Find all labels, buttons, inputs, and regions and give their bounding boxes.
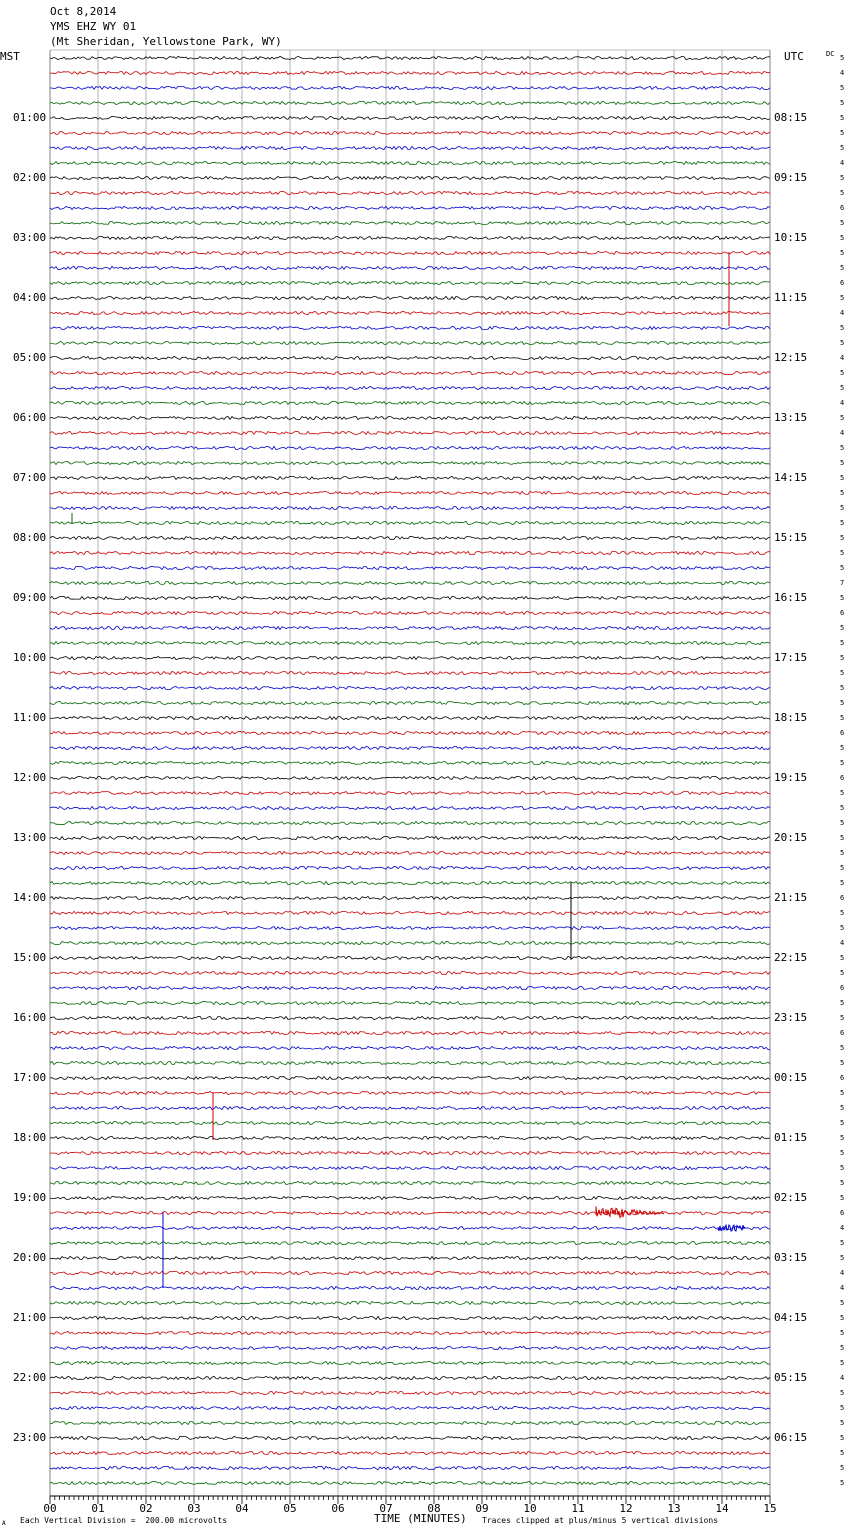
utc-hour-label: 23:15 [774, 1011, 808, 1024]
dc-offset-value: 5 [840, 369, 845, 377]
dc-offset-value: 6 [840, 984, 845, 992]
dc-offset-value: 5 [840, 1359, 845, 1367]
dc-offset-value: 5 [840, 264, 845, 272]
dc-offset-value: 6 [840, 1209, 845, 1217]
trace-line [50, 911, 770, 914]
mst-hour-label: 07:00 [13, 471, 47, 484]
trace-line [50, 1391, 770, 1394]
minute-tick-label: 15 [763, 1502, 777, 1515]
trace-line [50, 131, 770, 134]
dc-offset-value: 5 [840, 699, 845, 707]
trace-line [50, 191, 770, 194]
trace-line [50, 956, 770, 959]
clip-note: Traces clipped at plus/minus 5 vertical divisions [482, 1516, 719, 1525]
dc-offset-value: 5 [840, 84, 845, 92]
trace-line [50, 491, 770, 494]
dc-offset-value: 5 [840, 294, 845, 302]
minute-tick-label: 13 [667, 1502, 681, 1515]
dc-offset-value: 5 [840, 474, 845, 482]
trace-line [50, 657, 770, 660]
trace-line [50, 1166, 770, 1169]
utc-hour-label: 16:15 [774, 591, 808, 604]
dc-offset-value: 5 [840, 1434, 845, 1442]
dc-offset-value: 5 [840, 534, 845, 542]
trace-line [50, 521, 770, 524]
dc-offset-value: 7 [840, 579, 845, 587]
mst-axis-title: MST [0, 50, 20, 63]
mst-hour-label: 19:00 [13, 1191, 47, 1204]
dc-offset-value: 5 [840, 324, 845, 332]
trace-line [50, 941, 770, 944]
trace-line [50, 1031, 770, 1034]
dc-offset-value: 5 [840, 384, 845, 392]
trace-line [50, 746, 770, 749]
dc-offset-value: 4 [840, 159, 845, 167]
utc-hour-label: 05:15 [774, 1371, 808, 1384]
dc-offset-value: 5 [840, 504, 845, 512]
minute-tick-label: 05 [283, 1502, 297, 1515]
utc-hour-label: 11:15 [774, 291, 808, 304]
utc-hour-label: 00:15 [774, 1071, 808, 1084]
dc-offset-value: 5 [840, 1059, 845, 1067]
trace-line [50, 236, 770, 239]
dc-offset-value: 4 [840, 1374, 845, 1382]
dc-offset-value: 5 [840, 1479, 845, 1487]
mst-hour-label: 08:00 [13, 531, 47, 544]
mst-hour-label: 09:00 [13, 591, 47, 604]
trace-line [50, 776, 770, 779]
trace-line [50, 1136, 770, 1139]
dc-offset-value: 5 [840, 549, 845, 557]
utc-hour-label: 15:15 [774, 531, 808, 544]
utc-hour-label: 01:15 [774, 1131, 808, 1144]
dc-offset-value: 5 [840, 189, 845, 197]
trace-line [50, 851, 770, 854]
trace-line [50, 1406, 770, 1409]
dc-offset-value: 5 [840, 909, 845, 917]
dc-offset-value: 5 [840, 129, 845, 137]
mst-hour-label: 18:00 [13, 1131, 47, 1144]
dc-offset-value: 5 [840, 489, 845, 497]
dc-offset-value: 5 [840, 834, 845, 842]
trace-line [50, 146, 770, 149]
dc-offset-value: 4 [840, 399, 845, 407]
trace-line [50, 176, 770, 179]
trace-line [50, 551, 770, 554]
dc-offset-value: 5 [840, 99, 845, 107]
dc-offset-value: 5 [840, 1329, 845, 1337]
utc-hour-label: 14:15 [774, 471, 808, 484]
trace-line [50, 986, 770, 989]
mst-hour-label: 16:00 [13, 1011, 47, 1024]
dc-offset-value: 5 [840, 864, 845, 872]
minute-tick-label: 10 [523, 1502, 537, 1515]
dc-offset-value: 5 [840, 1149, 845, 1157]
trace-line [50, 341, 770, 344]
trace-line [50, 806, 770, 809]
trace-line [50, 641, 770, 644]
mst-hour-label: 15:00 [13, 951, 47, 964]
trace-line [50, 1346, 770, 1349]
utc-hour-label: 03:15 [774, 1251, 808, 1264]
dc-offset-value: 5 [840, 234, 845, 242]
dc-offset-value: 5 [840, 1089, 845, 1097]
mst-hour-label: 17:00 [13, 1071, 47, 1084]
dc-offset-value: 5 [840, 804, 845, 812]
dc-offset-value: 5 [840, 54, 845, 62]
minute-tick-label: 07 [379, 1502, 393, 1515]
trace-line [50, 1241, 770, 1244]
dc-offset-value: 5 [840, 1254, 845, 1262]
dc-offset-value: 6 [840, 204, 845, 212]
trace-line [50, 881, 770, 884]
dc-offset-value: 5 [840, 669, 845, 677]
dc-offset-value: 4 [840, 939, 845, 947]
trace-line [50, 431, 770, 434]
dc-offset-value: 5 [840, 759, 845, 767]
dc-offset-value: 5 [840, 1014, 845, 1022]
dc-offset-value: 4 [840, 1284, 845, 1292]
event-burst [596, 1206, 664, 1217]
utc-axis-title: UTC [784, 50, 804, 63]
dc-offset-value: 6 [840, 774, 845, 782]
dc-offset-value: 5 [840, 1314, 845, 1322]
mst-hour-label: 01:00 [13, 111, 47, 124]
trace-line [50, 1286, 770, 1289]
dc-offset-value: 5 [840, 849, 845, 857]
dc-offset-value: 5 [840, 1449, 845, 1457]
trace-line [50, 116, 770, 119]
utc-hour-label: 09:15 [774, 171, 808, 184]
mst-hour-label: 13:00 [13, 831, 47, 844]
dc-offset-value: 5 [840, 144, 845, 152]
trace-line [50, 1046, 770, 1049]
trace-line [50, 791, 770, 794]
dc-offset-value: 5 [840, 969, 845, 977]
utc-hour-label: 04:15 [774, 1311, 808, 1324]
dc-offset-value: 4 [840, 309, 845, 317]
utc-hour-label: 12:15 [774, 351, 808, 364]
dc-offset-value: 6 [840, 894, 845, 902]
dc-offset-value: 5 [840, 1389, 845, 1397]
trace-line [50, 71, 770, 74]
plot-date: Oct 8,2014 [50, 5, 117, 18]
dc-offset-value: 5 [840, 654, 845, 662]
utc-hour-label: 10:15 [774, 231, 808, 244]
minute-tick-label: 00 [43, 1502, 57, 1515]
dc-offset-value: 5 [840, 714, 845, 722]
dc-offset-value: 5 [840, 954, 845, 962]
mst-hour-label: 14:00 [13, 891, 47, 904]
trace-line [50, 1331, 770, 1334]
trace-line [50, 1376, 770, 1379]
trace-line [50, 1466, 770, 1469]
trace-line [50, 926, 770, 929]
mst-hour-label: 22:00 [13, 1371, 47, 1384]
trace-line [50, 1226, 770, 1229]
trace-line [50, 101, 770, 104]
trace-line [50, 686, 770, 689]
dc-offset-value: 6 [840, 1029, 845, 1037]
trace-line [50, 446, 770, 449]
minute-tick-label: 12 [619, 1502, 633, 1515]
dc-offset-value: 5 [840, 999, 845, 1007]
mst-hour-label: 06:00 [13, 411, 47, 424]
trace-line [50, 761, 770, 764]
dc-offset-value: 4 [840, 354, 845, 362]
trace-line [50, 1092, 770, 1095]
trace-line [50, 836, 770, 839]
mst-hour-label: 20:00 [13, 1251, 47, 1264]
dc-offset-value: 5 [840, 114, 845, 122]
trace-line [50, 1301, 770, 1304]
utc-hour-label: 06:15 [774, 1431, 808, 1444]
dc-offset-value: 5 [840, 1119, 845, 1127]
trace-line [50, 1076, 770, 1079]
trace-line [50, 821, 770, 824]
trace-line [50, 1271, 770, 1274]
dc-offset-value: 5 [840, 924, 845, 932]
minute-tick-label: 11 [571, 1502, 585, 1515]
trace-line [50, 311, 770, 314]
minute-tick-label: 01 [91, 1502, 105, 1515]
trace-line [50, 1436, 770, 1439]
minute-tick-label: 06 [331, 1502, 345, 1515]
trace-line [50, 731, 770, 734]
trace-line [50, 1181, 770, 1184]
dc-offset-value: 5 [840, 219, 845, 227]
dc-offset-value: 5 [840, 1044, 845, 1052]
trace-line [50, 1256, 770, 1259]
dc-offset-value: 6 [840, 729, 845, 737]
dc-offset-value: 5 [840, 1344, 845, 1352]
station-code: YMS EHZ WY 01 [50, 20, 137, 33]
trace-line [50, 476, 770, 479]
utc-hour-label: 17:15 [774, 651, 808, 664]
dc-offset-value: 5 [840, 564, 845, 572]
dc-offset-value: 5 [840, 1104, 845, 1112]
dc-offset-value: 5 [840, 594, 845, 602]
mst-hour-label: 10:00 [13, 651, 47, 664]
dc-offset-value: 5 [840, 414, 845, 422]
utc-hour-label: 18:15 [774, 711, 808, 724]
trace-line [50, 1361, 770, 1364]
utc-hour-label: 20:15 [774, 831, 808, 844]
dc-offset-value: 5 [840, 1464, 845, 1472]
trace-line [50, 1481, 770, 1484]
trace-line [50, 1316, 770, 1319]
dc-offset-value: 4 [840, 1269, 845, 1277]
mst-hour-label: 05:00 [13, 351, 47, 364]
minute-tick-label: 08 [427, 1502, 441, 1515]
dc-offset-value: 6 [840, 279, 845, 287]
dc-offset-value: 5 [840, 879, 845, 887]
dc-offset-value: 5 [840, 1179, 845, 1187]
dc-offset-value: 5 [840, 519, 845, 527]
time-axis-title: TIME (MINUTES) [374, 1512, 467, 1525]
trace-line [50, 401, 770, 404]
trace-line [50, 1016, 770, 1019]
trace-line [50, 86, 770, 89]
dc-offset-value: 5 [840, 1404, 845, 1412]
dc-offset-value: 5 [840, 249, 845, 257]
trace-line [50, 266, 770, 269]
mst-hour-label: 11:00 [13, 711, 47, 724]
dc-offset-value: 5 [840, 789, 845, 797]
trace-line [50, 326, 770, 329]
scale-note: Each Vertical Division = 200.00 microvolts [20, 1516, 228, 1525]
trace-line [50, 1421, 770, 1424]
dc-offset-value: 6 [840, 1074, 845, 1082]
trace-line [50, 356, 770, 359]
mst-hour-label: 02:00 [13, 171, 47, 184]
dc-offset-value: 5 [840, 444, 845, 452]
trace-line [50, 371, 770, 374]
trace-line [50, 971, 770, 974]
dc-offset-value: 4 [840, 429, 845, 437]
trace-line [50, 671, 770, 674]
trace-line [50, 1061, 770, 1064]
dc-offset-value: 5 [840, 684, 845, 692]
trace-line [50, 566, 770, 569]
trace-line [50, 1121, 770, 1124]
trace-line [50, 296, 770, 299]
utc-hour-label: 22:15 [774, 951, 808, 964]
trace-line [50, 281, 770, 284]
dc-offset-value: 5 [840, 1419, 845, 1427]
utc-hour-label: 19:15 [774, 771, 808, 784]
trace-line [50, 1106, 770, 1109]
station-location: (Mt Sheridan, Yellowstone Park, WY) [50, 35, 282, 48]
dc-offset-value: 4 [840, 1224, 845, 1232]
trace-line [50, 701, 770, 704]
trace-line [50, 716, 770, 719]
trace-line [50, 581, 770, 584]
dc-offset-value: 5 [840, 1299, 845, 1307]
trace-line [50, 896, 770, 899]
trace-line [50, 161, 770, 164]
mst-hour-label: 04:00 [13, 291, 47, 304]
trace-line [50, 461, 770, 464]
trace-line [50, 596, 770, 599]
trace-line [50, 626, 770, 629]
trace-line [50, 1451, 770, 1454]
utc-hour-label: 02:15 [774, 1191, 808, 1204]
dc-offset-value: 5 [840, 819, 845, 827]
trace-line [50, 251, 770, 254]
trace-line [50, 56, 770, 59]
mst-hour-label: 12:00 [13, 771, 47, 784]
dc-offset-value: 5 [840, 459, 845, 467]
dc-offset-value: 5 [840, 339, 845, 347]
trace-line [50, 866, 770, 869]
minute-tick-label: 03 [187, 1502, 201, 1515]
dc-label: DC [826, 50, 835, 58]
trace-line [50, 1151, 770, 1154]
utc-hour-label: 13:15 [774, 411, 808, 424]
dc-offset-value: 5 [840, 624, 845, 632]
trace-line [50, 206, 770, 209]
dc-offset-value: 5 [840, 639, 845, 647]
trace-line [50, 611, 770, 614]
utc-hour-label: 08:15 [774, 111, 808, 124]
mst-hour-label: 21:00 [13, 1311, 47, 1324]
utc-hour-label: 21:15 [774, 891, 808, 904]
mst-hour-label: 03:00 [13, 231, 47, 244]
minute-tick-label: 09 [475, 1502, 489, 1515]
minute-tick-label: 04 [235, 1502, 249, 1515]
dc-offset-value: 5 [840, 1164, 845, 1172]
trace-line [50, 506, 770, 509]
dc-offset-value: 4 [840, 69, 845, 77]
mst-hour-label: 23:00 [13, 1431, 47, 1444]
dc-offset-value: 5 [840, 744, 845, 752]
corner-mark: A [2, 1520, 6, 1527]
trace-line [50, 1001, 770, 1004]
dc-offset-value: 6 [840, 609, 845, 617]
minute-tick-label: 02 [139, 1502, 153, 1515]
dc-offset-value: 5 [840, 1134, 845, 1142]
dc-offset-value: 5 [840, 174, 845, 182]
trace-line [50, 386, 770, 389]
trace-line [50, 416, 770, 419]
trace-line [50, 536, 770, 539]
trace-line [50, 1196, 770, 1199]
trace-line [50, 221, 770, 224]
dc-offset-value: 5 [840, 1194, 845, 1202]
minute-tick-label: 14 [715, 1502, 729, 1515]
dc-offset-value: 5 [840, 1239, 845, 1247]
